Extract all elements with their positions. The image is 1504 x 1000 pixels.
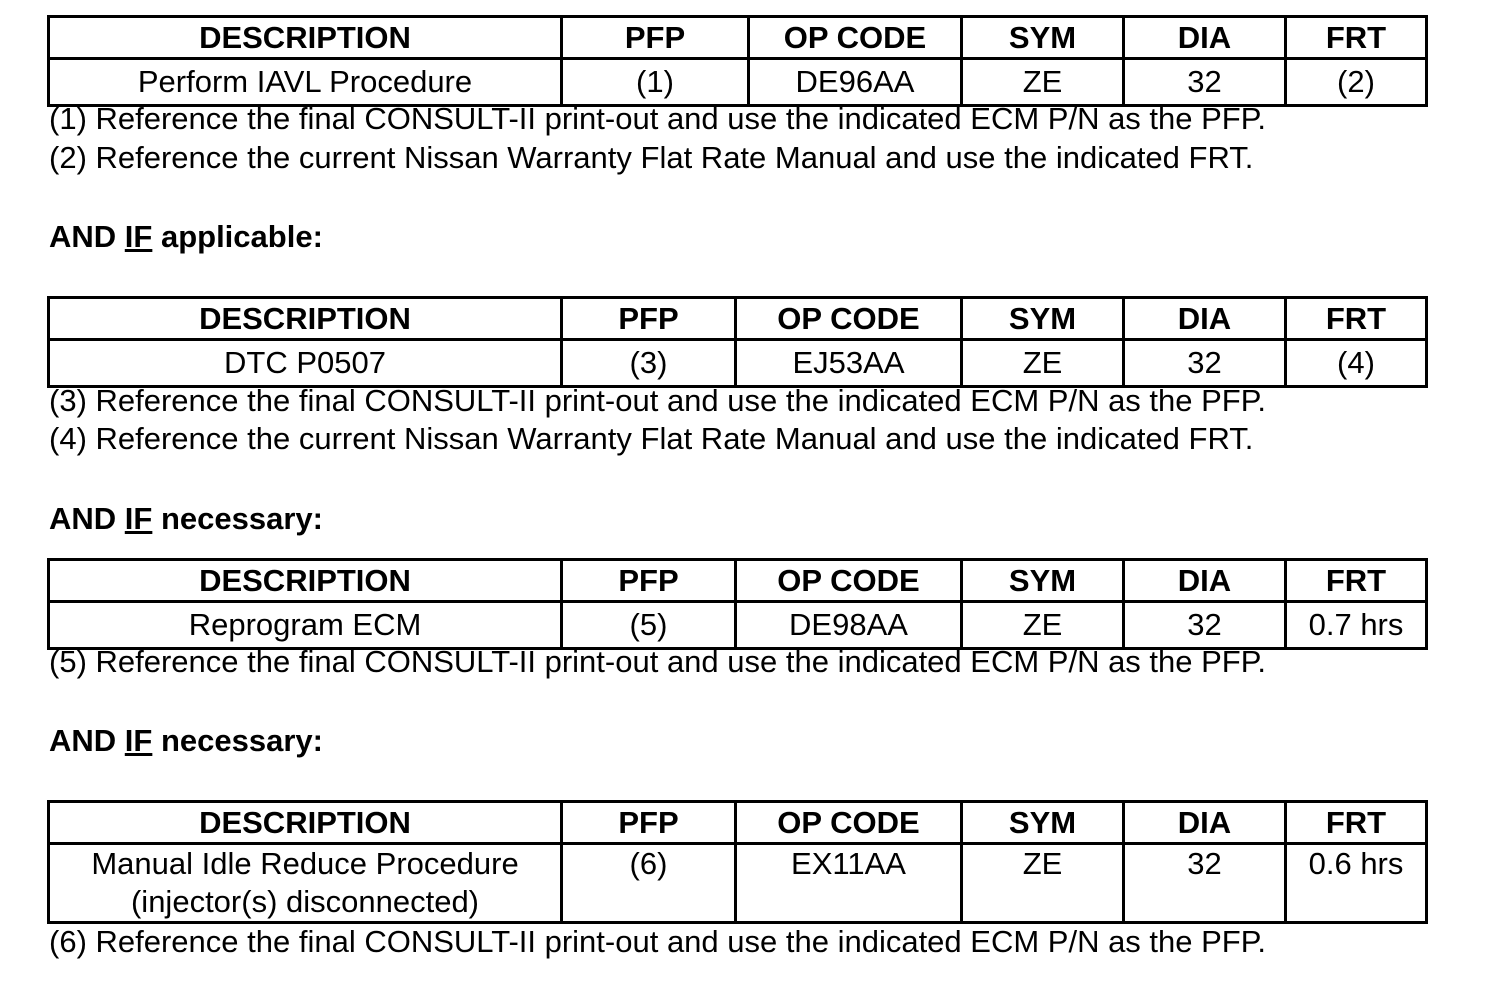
table-header-row xyxy=(49,802,1427,844)
table-row xyxy=(49,59,1427,106)
footnote-1: (1) Reference the final CONSULT-II print-out and use the indicated ECM P/N as the PFP. xyxy=(49,101,1267,136)
heading-suffix: applicable: xyxy=(152,219,323,254)
footnote-4: (4) Reference the current Nissan Warranty Flat Rate Manual and use the indicated FRT. xyxy=(49,421,1254,456)
footnote-2: (2) Reference the current Nissan Warranty Flat Rate Manual and use the indicated FRT. xyxy=(49,140,1254,175)
cell-op-code: EJ53AA xyxy=(736,340,962,387)
col-header-pfp: PFP xyxy=(562,802,736,844)
col-header-op-code: OP CODE xyxy=(736,298,962,340)
claim-table-2 xyxy=(47,296,1428,388)
heading-prefix: AND xyxy=(49,501,125,536)
cell-op-code: EX11AA xyxy=(736,844,962,923)
col-header-description: DESCRIPTION xyxy=(49,17,562,59)
cell-description xyxy=(49,844,562,923)
cell-pfp: (5) xyxy=(562,602,736,649)
table-row xyxy=(49,602,1427,649)
col-header-op-code: OP CODE xyxy=(749,17,962,59)
cell-sym: ZE xyxy=(962,340,1124,387)
col-header-dia: DIA xyxy=(1124,17,1286,59)
claim-table-4 xyxy=(47,800,1428,924)
footnote-5: (5) Reference the final CONSULT-II print-out and use the indicated ECM P/N as the PFP. xyxy=(49,644,1267,679)
footnote-3: (3) Reference the final CONSULT-II print-out and use the indicated ECM P/N as the PFP. xyxy=(49,383,1267,418)
section-heading-necessary-2 xyxy=(49,722,323,760)
col-header-pfp: PFP xyxy=(562,560,736,602)
cell-dia: 32 xyxy=(1124,602,1286,649)
col-header-sym: SYM xyxy=(962,802,1124,844)
col-header-frt: FRT xyxy=(1286,560,1427,602)
description-line-2: (injector(s) disconnected) xyxy=(130,884,480,919)
claim-table-3 xyxy=(47,558,1428,650)
col-header-frt: FRT xyxy=(1286,802,1427,844)
cell-sym: ZE xyxy=(962,844,1124,923)
cell-frt: 0.6 hrs xyxy=(1286,844,1427,923)
col-header-dia: DIA xyxy=(1124,560,1286,602)
cell-description: DTC P0507 xyxy=(49,340,562,387)
heading-if-underlined: IF xyxy=(124,723,153,758)
col-header-sym: SYM xyxy=(962,298,1124,340)
col-header-pfp: PFP xyxy=(562,298,736,340)
col-header-op-code: OP CODE xyxy=(736,802,962,844)
cell-dia: 32 xyxy=(1124,844,1286,923)
section-heading-applicable xyxy=(49,218,323,256)
table-row xyxy=(49,844,1427,923)
cell-sym: ZE xyxy=(962,602,1124,649)
col-header-description: DESCRIPTION xyxy=(49,802,562,844)
col-header-description: DESCRIPTION xyxy=(49,298,562,340)
col-header-op-code: OP CODE xyxy=(736,560,962,602)
cell-pfp: (1) xyxy=(562,59,749,106)
table-header-row xyxy=(49,298,1427,340)
heading-if-underlined: IF xyxy=(124,501,153,536)
col-header-sym: SYM xyxy=(962,17,1124,59)
cell-dia: 32 xyxy=(1124,59,1286,106)
col-header-description: DESCRIPTION xyxy=(49,560,562,602)
heading-prefix: AND xyxy=(49,723,125,758)
cell-op-code: DE96AA xyxy=(749,59,962,106)
cell-frt: (4) xyxy=(1286,340,1427,387)
col-header-pfp: PFP xyxy=(562,17,749,59)
footnote-6: (6) Reference the final CONSULT-II print-out and use the indicated ECM P/N as the PFP. xyxy=(49,924,1267,959)
heading-suffix: necessary: xyxy=(152,501,323,536)
col-header-frt: FRT xyxy=(1286,17,1427,59)
cell-sym: ZE xyxy=(962,59,1124,106)
cell-description: Perform IAVL Procedure xyxy=(49,59,562,106)
col-header-sym: SYM xyxy=(962,560,1124,602)
cell-pfp: (3) xyxy=(562,340,736,387)
table-header-row xyxy=(49,17,1427,59)
cell-dia: 32 xyxy=(1124,340,1286,387)
cell-frt: 0.7 hrs xyxy=(1286,602,1427,649)
cell-pfp: (6) xyxy=(562,844,736,923)
section-heading-necessary-1 xyxy=(49,500,323,538)
heading-prefix: AND xyxy=(49,219,125,254)
claim-table-1 xyxy=(47,15,1428,107)
cell-op-code: DE98AA xyxy=(736,602,962,649)
col-header-frt: FRT xyxy=(1286,298,1427,340)
heading-if-underlined: IF xyxy=(124,219,153,254)
heading-suffix: necessary: xyxy=(152,723,323,758)
cell-description: Reprogram ECM xyxy=(49,602,562,649)
table-row xyxy=(49,340,1427,387)
description-line-1: Manual Idle Reduce Procedure xyxy=(91,846,519,881)
col-header-dia: DIA xyxy=(1124,802,1286,844)
table-header-row xyxy=(49,560,1427,602)
col-header-dia: DIA xyxy=(1124,298,1286,340)
cell-frt: (2) xyxy=(1286,59,1427,106)
